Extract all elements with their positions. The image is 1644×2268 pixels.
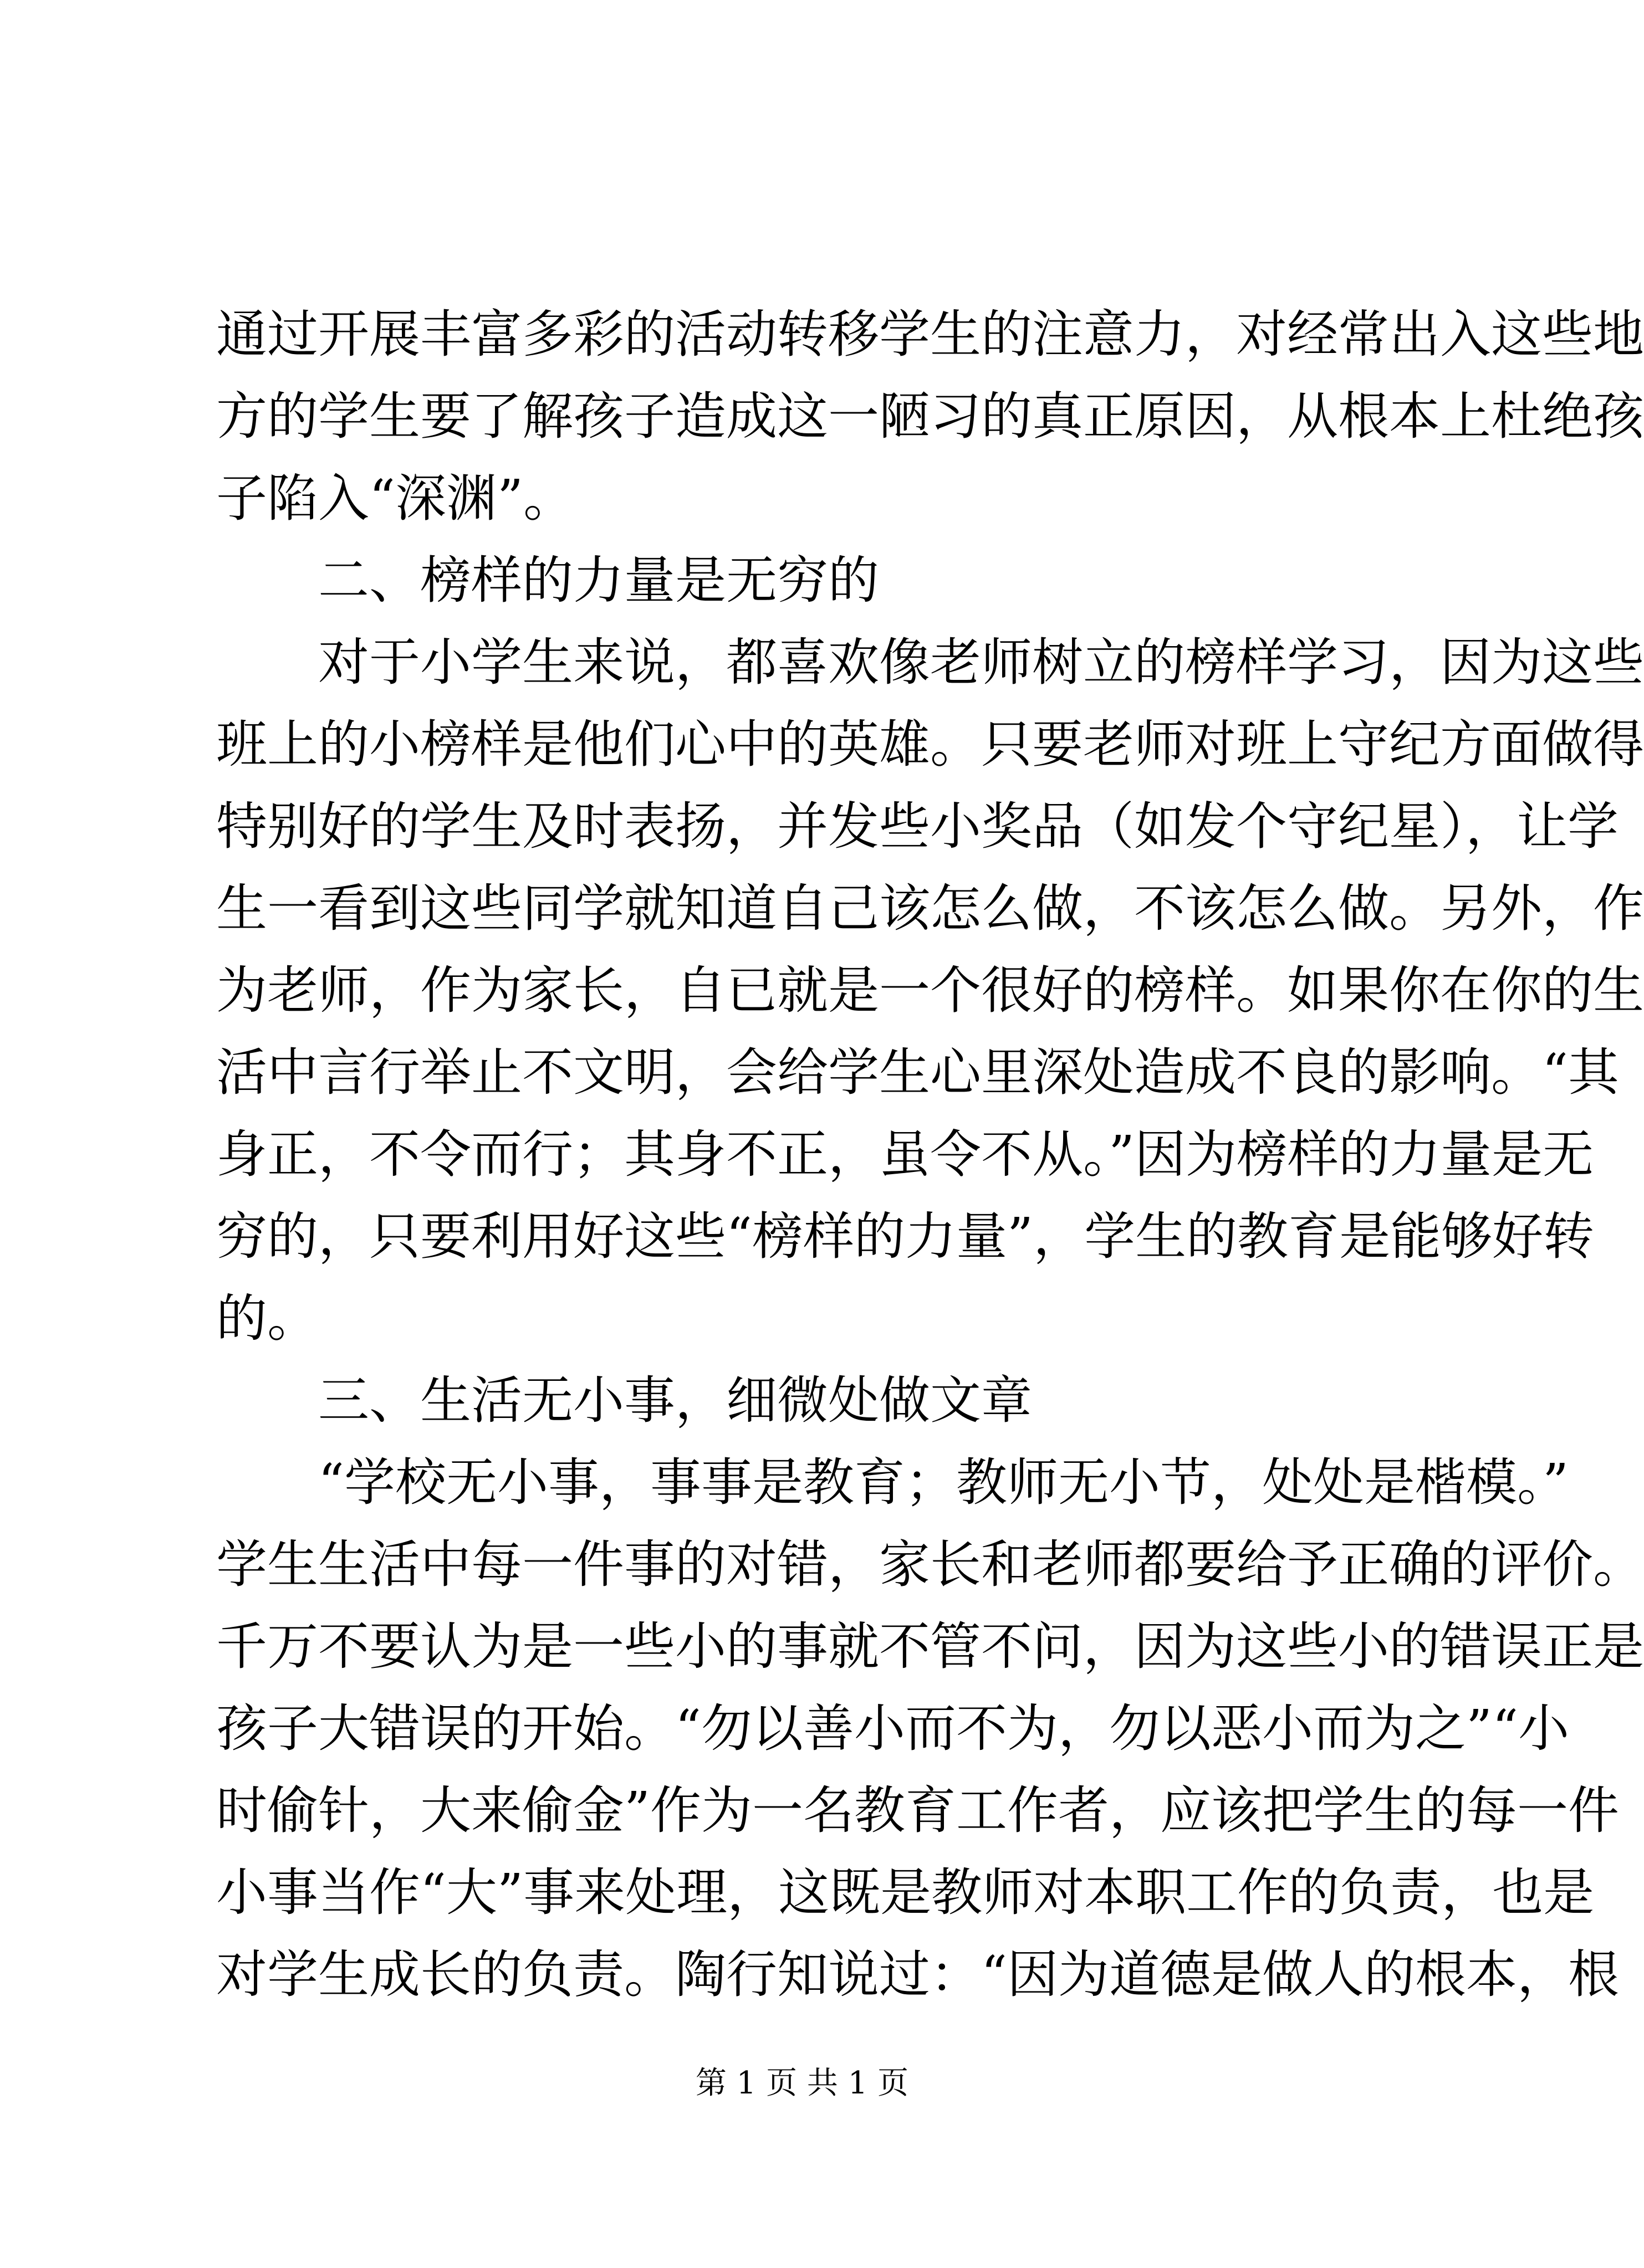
paragraph-line: 方的学生要了解孩子造成这一陋习的真正原因，从根本上杜绝孩: [216, 387, 1644, 446]
page-footer: 第 1 页 共 1 页: [695, 2065, 909, 2101]
paragraph-line: 的。: [216, 1289, 319, 1348]
paragraph-line: 特别好的学生及时表扬，并发些小奖品（如发个守纪星），让学: [216, 797, 1619, 856]
paragraph-line: 学生生活中每一件事的对错，家长和老师都要给予正确的评价。: [216, 1535, 1644, 1594]
paragraph-line: “学校无小事，事事是教育；教师无小节，处处是楷模。”: [216, 1453, 1569, 1512]
paragraph-line: 通过开展丰富多彩的活动转移学生的注意力，对经常出入这些地: [216, 305, 1644, 364]
paragraph-line: 对于小学生来说，都喜欢像老师树立的榜样学习，因为这些: [216, 633, 1644, 692]
body-text: [216, 294, 1644, 2016]
paragraph-line: 小事当作“大”事来处理，这既是教师对本职工作的负责，也是: [216, 1863, 1595, 1922]
paragraph-line: 班上的小榜样是他们心中的英雄。只要老师对班上守纪方面做得: [216, 715, 1644, 774]
paragraph-line: 生一看到这些同学就知道自己该怎么做，不该怎么做。另外，作: [216, 879, 1644, 938]
section-heading: 三、生活无小事，细微处做文章: [216, 1371, 1033, 1430]
paragraph-line: 对学生成长的负责。陶行知说过：“因为道德是做人的根本，根: [216, 1945, 1620, 2004]
paragraph-line: 活中言行举止不文明，会给学生心里深处造成不良的影响。“其: [216, 1043, 1620, 1102]
paragraph-line: 千万不要认为是一些小的事就不管不问，因为这些小的错误正是: [216, 1617, 1644, 1676]
section-heading: 二、榜样的力量是无穷的: [216, 551, 880, 610]
paragraph-line: 穷的，只要利用好这些“榜样的力量”，学生的教育是能够好转: [216, 1207, 1595, 1266]
paragraph-line: 孩子大错误的开始。“勿以善小而不为，勿以恶小而为之”“小: [216, 1699, 1570, 1758]
paragraph-line: 时偷针，大来偷金”作为一名教育工作者，应该把学生的每一件: [216, 1781, 1620, 1840]
paragraph-line: 子陷入“深渊”。: [216, 469, 575, 528]
paragraph-line: 身正，不令而行；其身不正，虽令不从。”因为榜样的力量是无: [216, 1125, 1594, 1184]
paragraph-line: 为老师，作为家长，自已就是一个很好的榜样。如果你在你的生: [216, 961, 1644, 1020]
